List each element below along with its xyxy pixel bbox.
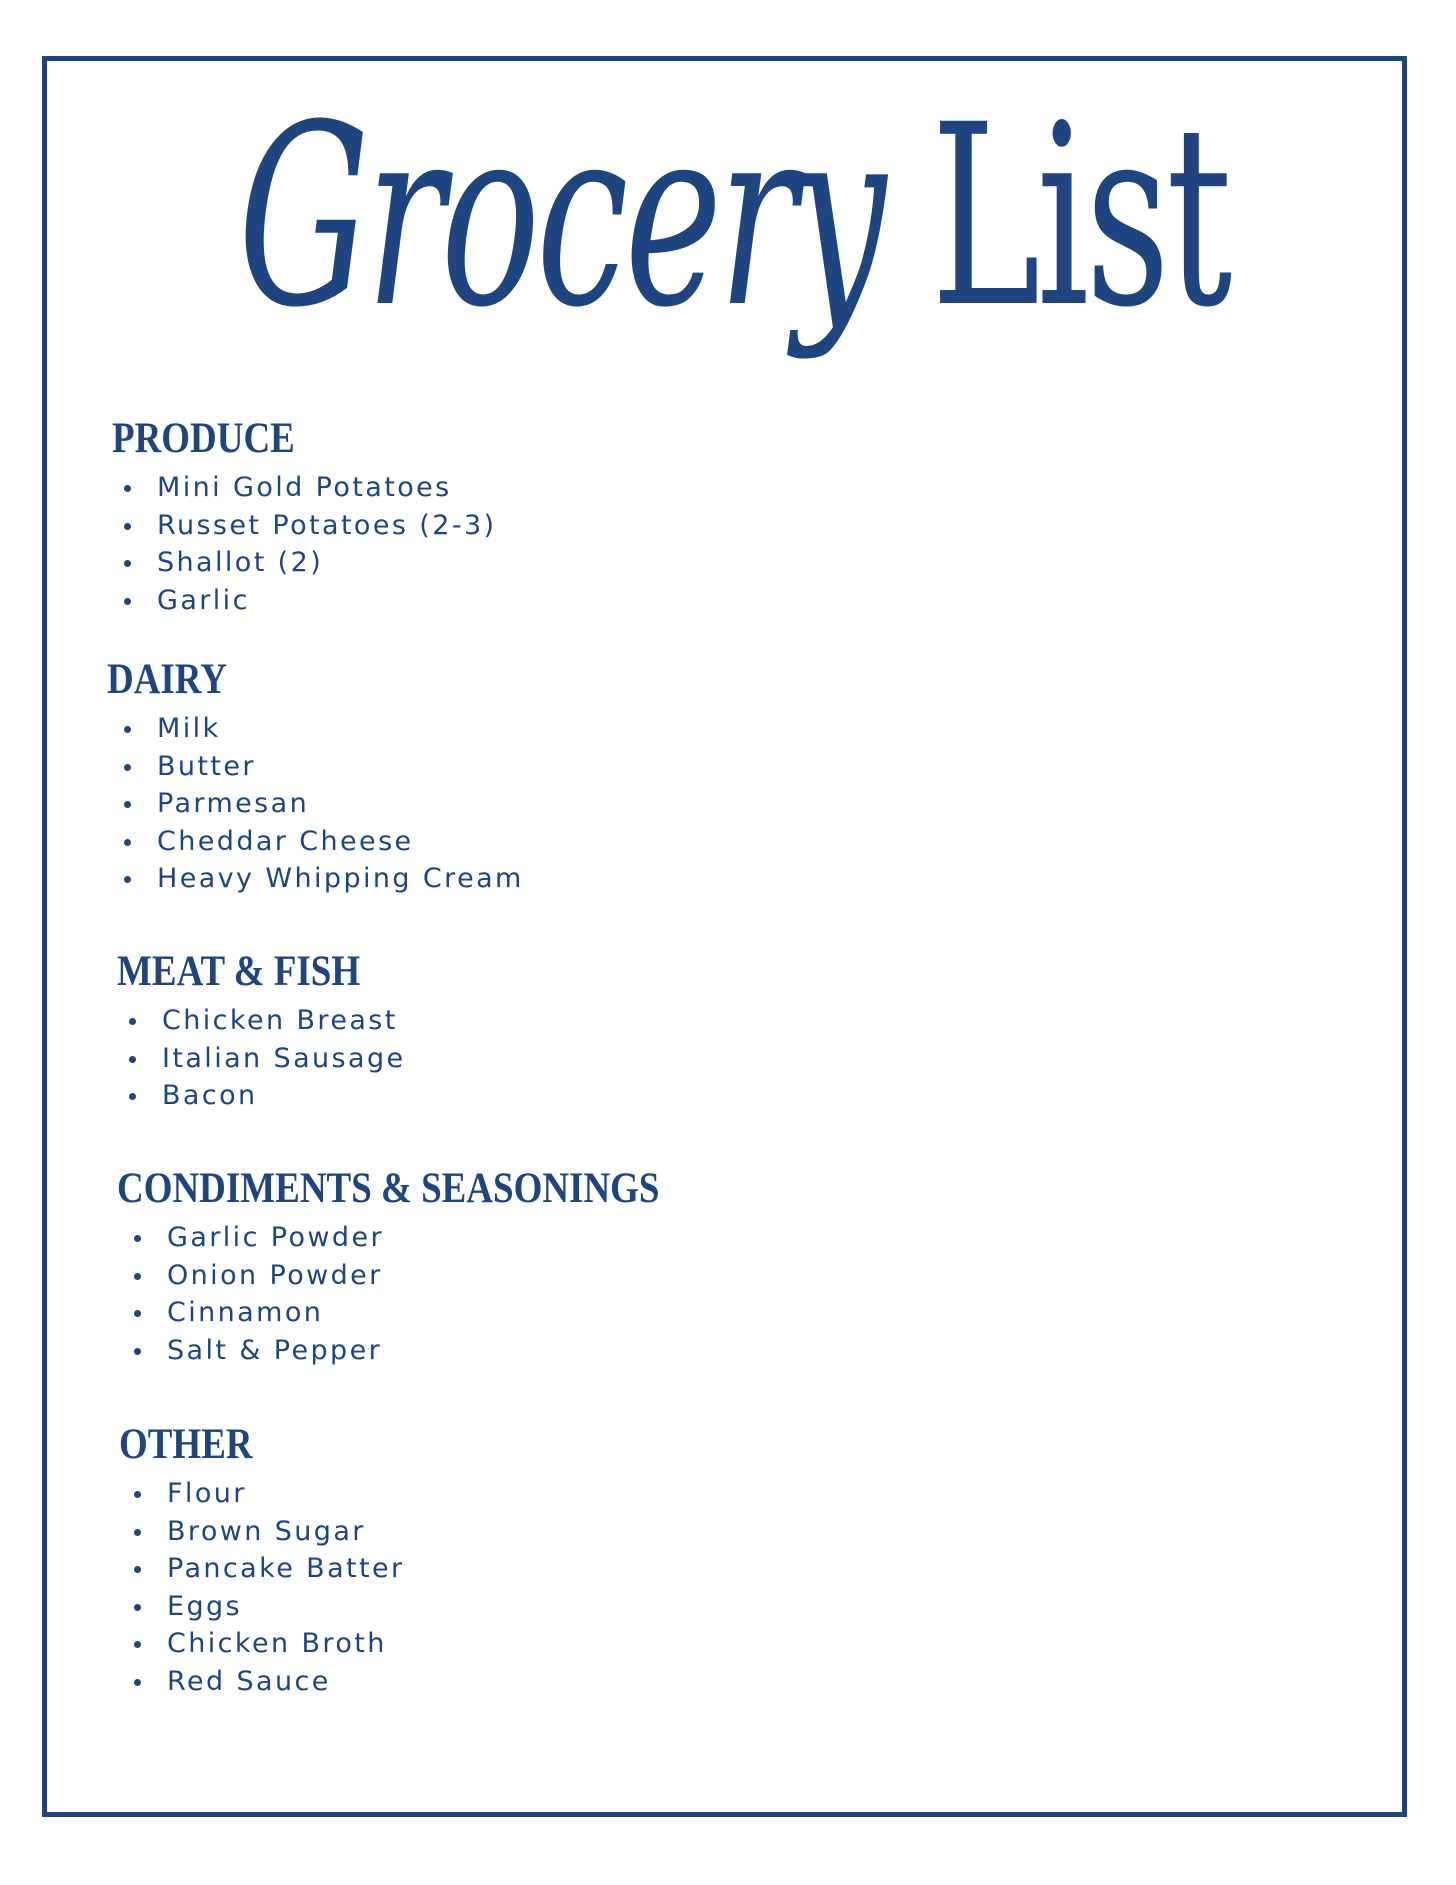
item-label: Pancake Batter (167, 1553, 405, 1584)
list-item (122, 1257, 748, 1295)
section-heading-condiments: CONDIMENTS & SEASONINGS (117, 1165, 660, 1212)
item-label: Butter (157, 750, 256, 782)
bullet-icon (124, 523, 131, 530)
bullet-icon (129, 1018, 136, 1025)
bullet-icon (134, 1491, 141, 1498)
list-item (117, 1077, 406, 1115)
list-item (122, 1475, 405, 1513)
list-item (112, 582, 496, 620)
bullet-icon (124, 876, 131, 883)
item-label: Red Sauce (167, 1665, 331, 1697)
produce-list (112, 469, 496, 619)
item-label: Mini Gold Potatoes (157, 472, 452, 503)
bullet-icon (124, 726, 131, 733)
list-item (112, 748, 524, 786)
bullet-icon (134, 1348, 141, 1355)
item-label: Flour (167, 1478, 247, 1509)
item-label: Cinnamon (167, 1297, 324, 1328)
list-item (122, 1294, 748, 1332)
item-label: Bacon (162, 1080, 258, 1111)
bullet-icon (134, 1679, 141, 1686)
section-produce (112, 415, 496, 619)
bullet-icon (134, 1604, 141, 1611)
item-label: Chicken Broth (167, 1628, 387, 1659)
item-label: Italian Sausage (162, 1042, 406, 1074)
list-item (117, 1002, 406, 1040)
list-item (122, 1219, 748, 1257)
bullet-icon (134, 1566, 141, 1573)
section-heading-other: OTHER (119, 1421, 253, 1468)
list-item (122, 1663, 405, 1701)
list-item (112, 710, 524, 748)
list-item (117, 1040, 406, 1078)
list-item (112, 507, 496, 545)
list-item (112, 544, 496, 582)
list-item (112, 823, 524, 861)
bullet-icon (124, 598, 131, 605)
section-condiments (117, 1165, 748, 1369)
bullet-icon (134, 1310, 141, 1317)
page-title (237, 71, 1229, 362)
item-label: Chicken Breast (162, 1005, 398, 1036)
section-meat-fish (117, 948, 406, 1115)
bullet-icon (134, 1273, 141, 1280)
bullet-icon (134, 1529, 141, 1536)
item-label: Garlic (157, 584, 250, 616)
item-label: Milk (157, 713, 221, 744)
bullet-icon (124, 839, 131, 846)
bullet-icon (129, 1056, 136, 1063)
item-label: Shallot (2) (157, 547, 324, 578)
section-other (119, 1421, 405, 1700)
item-label: Cheddar Cheese (157, 825, 414, 857)
title-grocery: Grocery (237, 71, 883, 362)
bullet-icon (124, 560, 131, 567)
item-label: Onion Powder (167, 1259, 383, 1291)
section-heading-produce: PRODUCE (112, 415, 295, 462)
meat-fish-list (117, 1002, 406, 1115)
item-label: Brown Sugar (167, 1515, 366, 1547)
list-item (112, 860, 524, 898)
list-item (122, 1588, 405, 1626)
item-label: Heavy Whipping Cream (157, 863, 524, 894)
item-label: Eggs (167, 1590, 243, 1622)
title-list: List (930, 71, 1229, 362)
dairy-list (112, 710, 524, 898)
list-item (122, 1625, 405, 1663)
bullet-icon (134, 1641, 141, 1648)
item-label: Salt & Pepper (167, 1334, 383, 1366)
bullet-icon (124, 801, 131, 808)
section-heading-meat-fish: MEAT & FISH (117, 948, 361, 995)
condiments-list (122, 1219, 748, 1369)
bullet-icon (129, 1093, 136, 1100)
item-label: Garlic Powder (167, 1222, 384, 1253)
list-item (112, 469, 496, 507)
list-item (122, 1513, 405, 1551)
item-label: Parmesan (157, 788, 310, 819)
item-label: Russet Potatoes (2-3) (157, 509, 497, 541)
section-heading-dairy: DAIRY (107, 656, 227, 703)
section-dairy (107, 656, 524, 898)
bullet-icon (134, 1235, 141, 1242)
other-list (122, 1475, 405, 1700)
list-item (112, 785, 524, 823)
bullet-icon (124, 764, 131, 771)
list-item (122, 1550, 405, 1588)
bullet-icon (124, 485, 131, 492)
list-item (122, 1332, 748, 1370)
